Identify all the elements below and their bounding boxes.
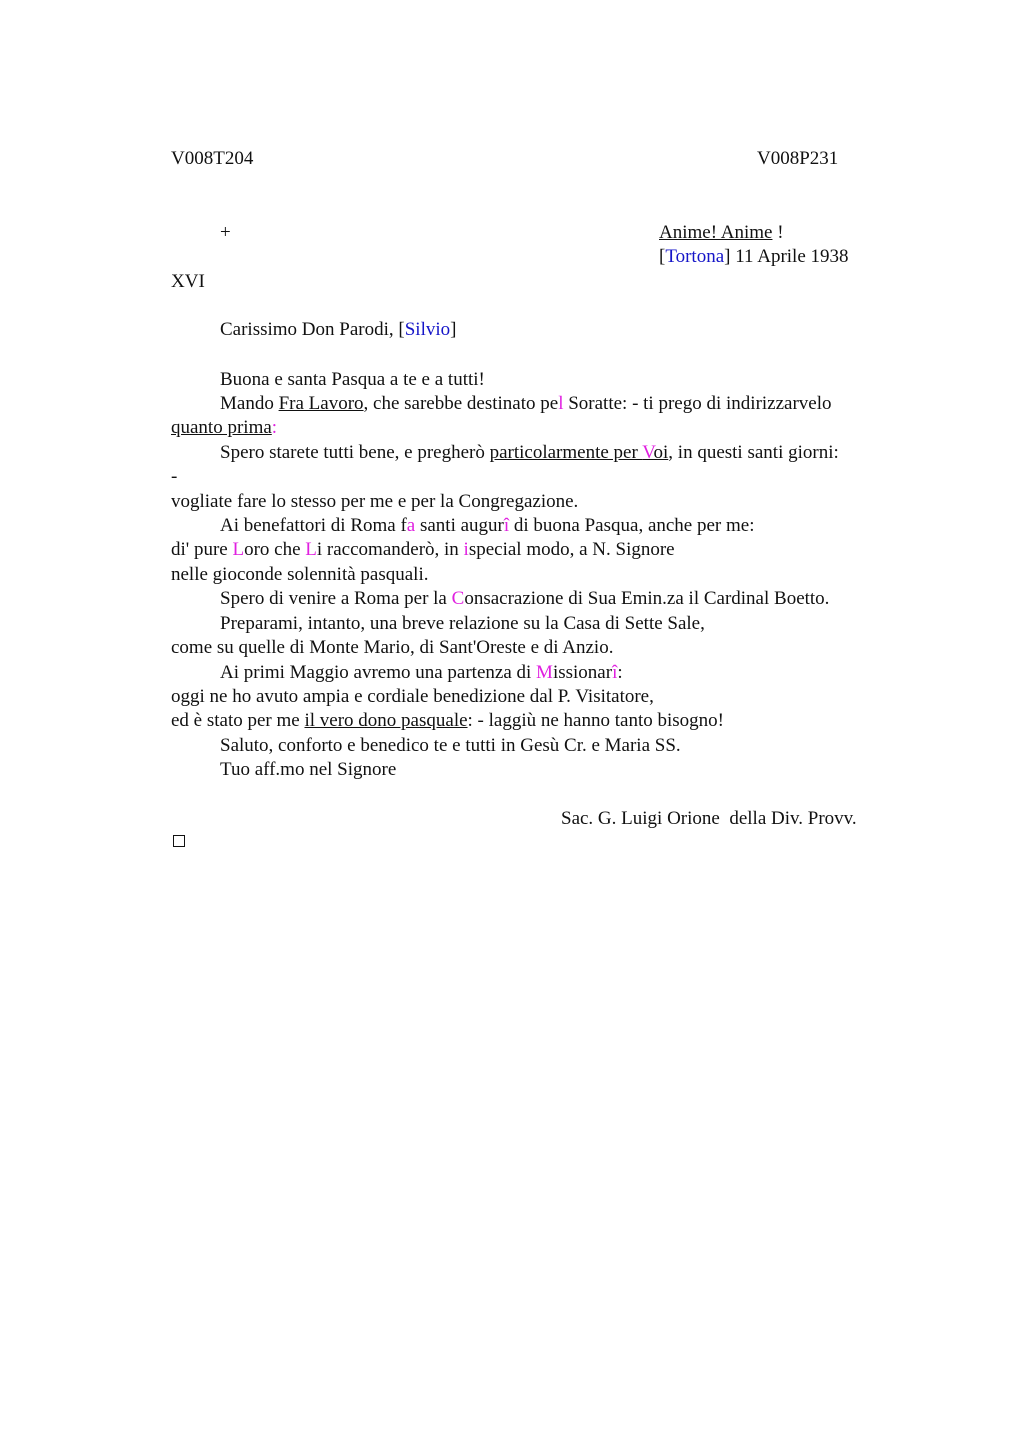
correction-mark: î: [503, 515, 510, 536]
body-line-16: Saluto, conforto e benedico te e tutti in Gesù Cr. e Maria SS.: [220, 735, 681, 756]
underlined-phrase: quanto prima: [171, 417, 272, 438]
motto-tail: !: [772, 222, 784, 243]
correction-mark: î: [612, 662, 618, 683]
place-name: Tortona: [665, 246, 725, 267]
correction-mark: l: [558, 393, 564, 414]
doc-code-right: V008P231: [757, 148, 839, 169]
correction-mark: L: [305, 539, 317, 560]
body-line-11: Preparami, intanto, una breve relazione su la Casa di Sette Sale,: [220, 613, 705, 634]
underlined-phrase: particolarmente per Voi: [489, 442, 669, 463]
body-line-4: Spero starete tutti bene, e pregherò particolarmente per Voi, in questi santi giorni:: [220, 442, 839, 463]
place-date: [Tortona] 11 Aprile 1938: [659, 246, 849, 267]
correction-mark: C: [451, 588, 465, 609]
signature: Sac. G. Luigi Orione della Div. Provv.: [561, 808, 857, 829]
body-line-3: [171, 416, 277, 440]
body-line-5: -: [171, 466, 178, 487]
letter-number: XVI: [171, 271, 205, 292]
cross-mark: +: [220, 222, 231, 243]
letter-date: 11 Aprile 1938: [730, 246, 849, 267]
correction-mark: a: [406, 515, 416, 536]
body-line-15: ed è stato per me il vero dono pasquale: - laggiù ne hanno tanto bisogno!: [171, 710, 724, 731]
end-box-icon: [173, 835, 185, 847]
correction-mark: M: [536, 662, 553, 683]
body-line-10: Spero di venire a Roma per la Consacrazione di Sua Emin.za il Cardinal Boetto.: [220, 588, 830, 609]
body-line-1: Buona e santa Pasqua a te e a tutti!: [220, 369, 485, 390]
salutation-text: Carissimo Don Parodi,: [220, 319, 399, 340]
correction-mark: L: [232, 539, 245, 560]
correction-mark: V: [642, 442, 654, 463]
body-line-12: come su quelle di Monte Mario, di Sant'Oreste e di Anzio.: [171, 637, 614, 658]
motto: [659, 221, 784, 245]
correction-mark: i: [463, 539, 469, 560]
salutation-name: Silvio: [404, 319, 451, 340]
body-line-7: Ai benefattori di Roma fa santi augurî di buona Pasqua, anche per me:: [220, 515, 755, 536]
body-line-2: Mando Fra Lavoro, che sarebbe destinato pel Soratte: - ti prego di indirizzarvelo: [220, 393, 832, 414]
underlined-phrase: Fra Lavoro: [278, 393, 364, 414]
body-line-6: vogliate fare lo stesso per me e per la Congregazione.: [171, 491, 579, 512]
body-line-17: Tuo aff.mo nel Signore: [220, 759, 397, 780]
body-line-9: nelle gioconde solennità pasquali.: [171, 564, 429, 585]
correction-mark: :: [271, 417, 278, 438]
doc-code-left: V008T204: [171, 148, 254, 169]
underlined-phrase: il vero dono pasquale: [304, 710, 468, 731]
body-line-13: Ai primi Maggio avremo una partenza di Missionarî:: [220, 662, 623, 683]
body-line-14: oggi ne ho avuto ampia e cordiale benedizione dal P. Visitatore,: [171, 686, 654, 707]
body-line-8: di' pure Loro che Li raccomanderò, in ispecial modo, a N. Signore: [171, 539, 675, 560]
motto-underlined: Anime! Anime: [659, 222, 773, 243]
salutation: Carissimo Don Parodi, [Silvio]: [220, 319, 457, 340]
